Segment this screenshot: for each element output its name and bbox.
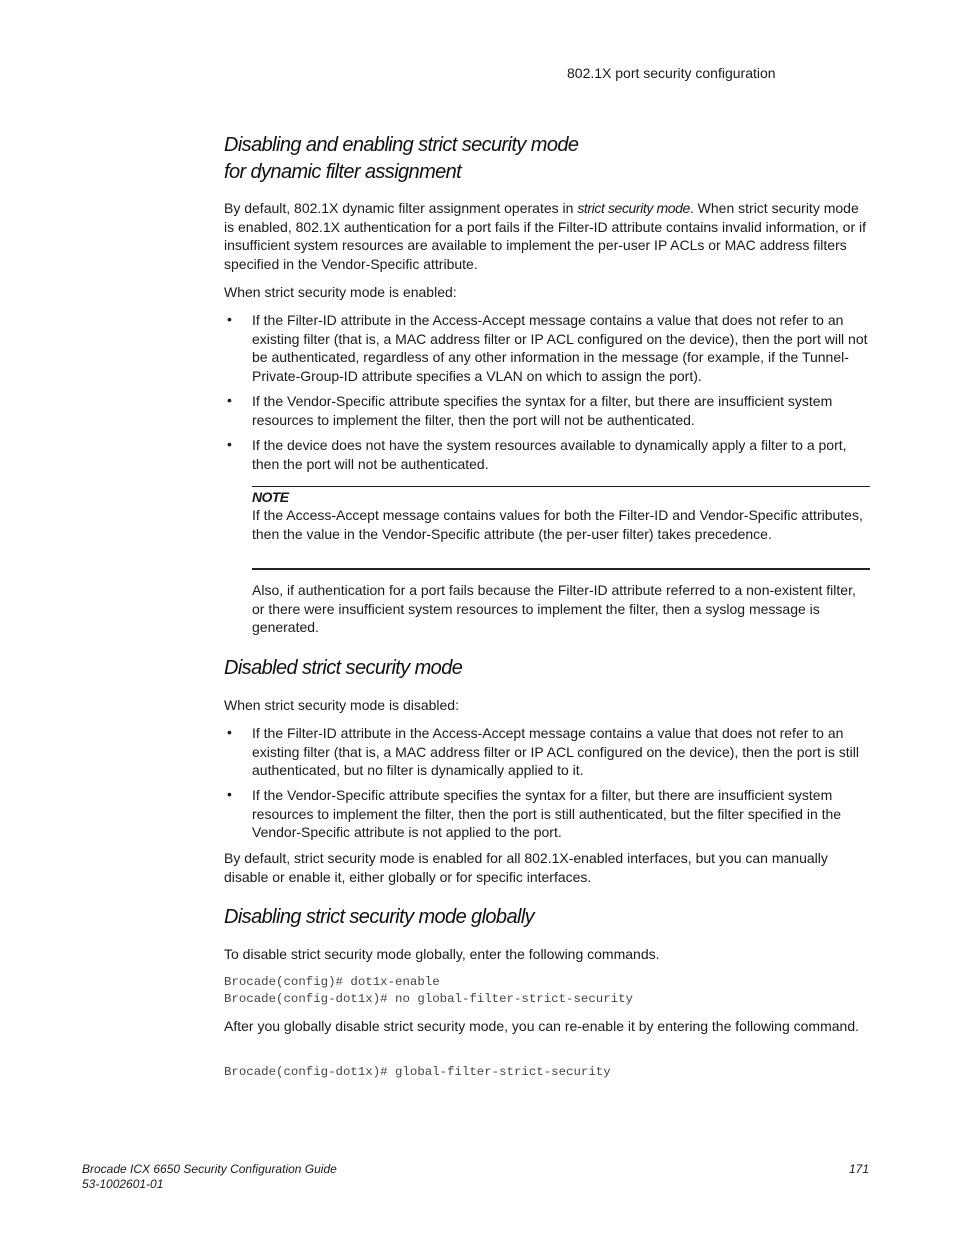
note-bottom-rule (252, 568, 870, 570)
section-heading-line1: Disabling and enabling strict security mode (224, 134, 579, 156)
code-block-1 (224, 974, 633, 1007)
bullet-marker: • (227, 311, 232, 327)
globally-lead: To disable strict security mode globally, enter the following commands. (224, 946, 660, 962)
disabled-bullet-2: If the Vendor-Specific attribute specifies the syntax for a filter, but there are insufficient system resources to implement the filter, then the port is still authenticated, but the filter specified in the Vendor-Specific attribute is not applied to the port. (252, 787, 842, 841)
running-header: 802.1X port security configuration (567, 65, 776, 81)
intro-text-after: . When strict security mode is enabled, 802.1X authentication for a port fails if the Filter-ID attribute contains invalid information, or if insufficient system resources are available to implement the per-user IP ACLs or MAC address filters specified in the Vendor-Specific attribute. (224, 200, 867, 273)
page-number: 171 (849, 1162, 870, 1176)
disabled-lead: When strict security mode is disabled: (224, 697, 459, 713)
section-heading (224, 132, 578, 186)
section-heading-line2: for dynamic filter assignment (224, 161, 462, 183)
bullet-marker: • (227, 436, 232, 452)
bullet-marker: • (227, 786, 232, 802)
subsection-heading-disabled: Disabled strict security mode (224, 657, 463, 679)
subsection-heading-globally: Disabling strict security mode globally (224, 906, 535, 928)
note-top-rule (252, 486, 870, 487)
bullet-marker: • (227, 392, 232, 408)
bullet-marker: • (227, 724, 232, 740)
footer-doc-number: 53-1002601-01 (82, 1177, 164, 1191)
enabled-bullet-1: If the Filter-ID attribute in the Access-Accept message contains a value that does not refer to an existing filter (that is, a MAC address filter or IP ACL configured on the device), then the port will not be authenticated, regardless of any other information in the message (for example, if the Tunnel-Private-Group-ID attribute specifies a VLAN on which to assign the port). (252, 312, 868, 385)
also-paragraph: Also, if authentication for a port fails because the Filter-ID attribute referred to a non-existent filter, or there were insufficient system resources to implement the filter, then a syslog message is generated. (252, 582, 856, 636)
code-line: Brocade(config)# dot1x-enable (224, 975, 440, 989)
note-label: NOTE (252, 489, 289, 505)
disabled-bullet-1: If the Filter-ID attribute in the Access-Accept message contains a value that does not refer to an existing filter (that is, a MAC address filter or IP ACL configured on the device), then the port is still authenticated, but no filter is dynamically applied to it. (252, 725, 859, 779)
code-line: Brocade(config-dot1x)# no global-filter-strict-security (224, 991, 633, 1006)
default-paragraph: By default, strict security mode is enabled for all 802.1X-enabled interfaces, but you can manually disable or enable it, either globally or for specific interfaces. (224, 850, 828, 885)
intro-paragraph (224, 199, 872, 274)
strict-mode-term: strict security mode (577, 200, 690, 216)
enabled-lead: When strict security mode is enabled: (224, 284, 457, 300)
after-paragraph: After you globally disable strict security mode, you can re-enable it by entering the following command. (224, 1018, 859, 1034)
footer-guide-title: Brocade ICX 6650 Security Configuration Guide (82, 1162, 337, 1176)
enabled-bullet-3: If the device does not have the system resources available to dynamically apply a filter to a port, then the port will not be authenticated. (252, 437, 847, 472)
intro-text-before: By default, 802.1X dynamic filter assignment operates in (224, 200, 578, 216)
enabled-bullet-2: If the Vendor-Specific attribute specifies the syntax for a filter, but there are insufficient system resources to implement the filter, then the port will not be authenticated. (252, 393, 833, 428)
note-text: If the Access-Accept message contains values for both the Filter-ID and Vendor-Specific attributes, then the value in the Vendor-Specific attribute (the per-user filter) takes precedence. (252, 507, 863, 542)
code-block-2: Brocade(config-dot1x)# global-filter-strict-security (224, 1065, 611, 1079)
